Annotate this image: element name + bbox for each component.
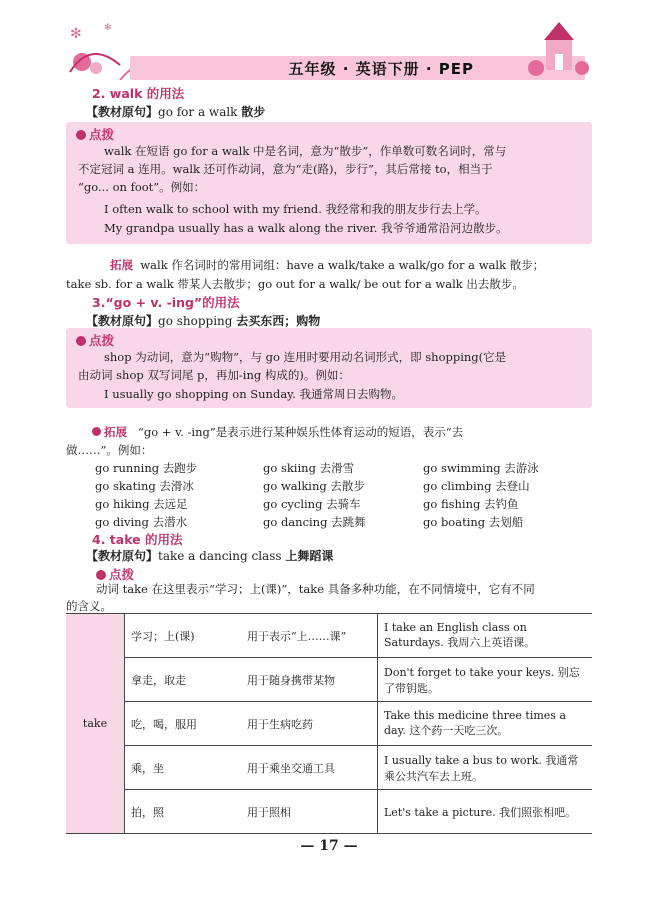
- tip-line: 不定冠词 a 连用。walk 还可作动词，意为“走(路)，步行”，其后常接 to，相当于: [78, 162, 493, 176]
- take-usage-table: [66, 613, 592, 834]
- tip-line: 的含义。: [66, 599, 112, 613]
- tip-heading: 点拨: [76, 125, 114, 143]
- example-cell: Don't forget to take your keys. 别忘了带钥匙。: [378, 658, 593, 702]
- orig-en: go shopping: [158, 314, 233, 328]
- example-sentence: My grandpa usually has a walk along the river. 我爷爷通常沿河边散步。: [104, 221, 508, 235]
- example-cell: Let's take a picture. 我们照张相吧。: [378, 790, 593, 834]
- tip-line: 动词 take 在这里表示“学习；上(课)”，take 具备多种功能，在不同情境中，它有不同: [96, 582, 535, 596]
- tip-line: shop 为动词，意为“购物”，与 go 连用时要用动名词形式，即 shopping(它是: [104, 350, 507, 364]
- page-number: — 17 —: [300, 838, 358, 854]
- textbook-sentence: [86, 312, 320, 329]
- meaning-cell: 学习；上(课): [125, 614, 242, 658]
- usage-cell: 用于表示“上……课”: [241, 614, 378, 658]
- orig-en: take a dancing class: [158, 549, 282, 563]
- meaning-cell: 拿走，取走: [125, 658, 242, 702]
- phrase-item: go skating 去滑冰: [95, 479, 194, 493]
- table-row: [66, 658, 592, 702]
- castle-decoration-icon: [522, 10, 592, 80]
- tip-line: 由动词 shop 双写词尾 p，再加-ing 构成的)。例如：: [78, 368, 350, 382]
- usage-cell: 用于乘坐交通工具: [241, 746, 378, 790]
- section-title-walk: 2. walk 的用法: [92, 86, 185, 101]
- usage-cell: 用于随身携带某物: [241, 658, 378, 702]
- meaning-cell: 吃，喝，服用: [125, 702, 242, 746]
- phrase-item: go skiing 去滑雪: [263, 461, 355, 475]
- orig-cn: 去买东西；购物: [236, 314, 321, 328]
- meaning-cell: 乘，坐: [125, 746, 242, 790]
- orig-label: 【教材原句】: [86, 549, 159, 563]
- phrase-item: go boating 去划船: [423, 515, 524, 529]
- tip-bullet-icon: [76, 130, 86, 140]
- example-sentence: I usually go shopping on Sunday. 我通常周日去购物。: [104, 387, 403, 401]
- tip-line: walk 在短语 go for a walk 中是名词，意为“散步”，作单数可数名词时，常与: [104, 144, 507, 158]
- textbook-sentence: [86, 103, 265, 120]
- meaning-cell: 拍，照: [125, 790, 242, 834]
- extension-label: 拓展: [110, 258, 133, 272]
- table-row: [66, 790, 592, 834]
- tip-heading: 点拨: [76, 331, 114, 349]
- phrase-item: go swimming 去游泳: [423, 461, 539, 475]
- table-word-cell: take: [66, 614, 125, 834]
- table-row: [66, 702, 592, 746]
- section-title-take: 4. take 的用法: [92, 532, 183, 547]
- orig-en: go for a walk: [158, 105, 238, 119]
- orig-cn: 散步: [241, 105, 266, 119]
- phrase-item: go hiking 去远足: [95, 497, 188, 511]
- extension-label: 拓展: [92, 425, 127, 439]
- example-cell: Take this medicine three times a day. 这个药一天吃三次。: [378, 702, 593, 746]
- example-sentence: I often walk to school with my friend. 我经常和我的朋友步行去上学。: [104, 202, 487, 216]
- extension-line: 拓展 “go + v. -ing”是表示进行某种娱乐性体育运动的短语，表示“去: [92, 424, 463, 440]
- table-row: [66, 614, 592, 658]
- usage-cell: 用于照相: [241, 790, 378, 834]
- tip-bullet-icon: [76, 336, 86, 346]
- phrase-item: go cycling 去骑车: [263, 497, 361, 511]
- page-header: [60, 10, 592, 80]
- phrase-item: go diving 去潜水: [95, 515, 188, 529]
- orig-label: 【教材原句】: [86, 314, 159, 328]
- orig-cn: 上舞蹈课: [285, 549, 334, 563]
- example-cell: I usually take a bus to work. 我通常乘公共汽车去上班。: [378, 746, 593, 790]
- header-title: 五年级 · 英语下册 · PEP: [288, 60, 474, 78]
- svg-text:✻: ✻: [70, 26, 82, 42]
- phrase-item: go running 去跑步: [95, 461, 198, 475]
- example-cell: I take an English class on Saturdays. 我周六上英语课。: [378, 614, 593, 658]
- tip-bullet-icon: [96, 570, 106, 580]
- phrase-item: go dancing 去跳舞: [263, 515, 366, 529]
- orig-label: 【教材原句】: [86, 105, 159, 119]
- phrase-item: go walking 去散步: [263, 479, 365, 493]
- section-title-go-ing: 3.“go + v. -ing”的用法: [92, 295, 240, 310]
- extension-line: 做……”。例如：: [66, 443, 153, 457]
- usage-cell: 用于生病吃药: [241, 702, 378, 746]
- phrase-item: go climbing 去登山: [423, 479, 530, 493]
- tip-line: “go... on foot”。例如：: [78, 180, 206, 194]
- extension-line: 拓展 walk 作名词时的常用词组：have a walk/take a walk/go for a walk 散步；: [110, 258, 545, 272]
- svg-text:✻: ✻: [104, 23, 112, 33]
- phrase-item: go fishing 去钓鱼: [423, 497, 519, 511]
- tip-heading: 点拨: [96, 565, 134, 583]
- extension-line: take sb. for a walk 带某人去散步；go out for a walk/ be out for a walk 出去散步。: [66, 277, 524, 291]
- table-row: [66, 746, 592, 790]
- textbook-sentence: [86, 547, 333, 564]
